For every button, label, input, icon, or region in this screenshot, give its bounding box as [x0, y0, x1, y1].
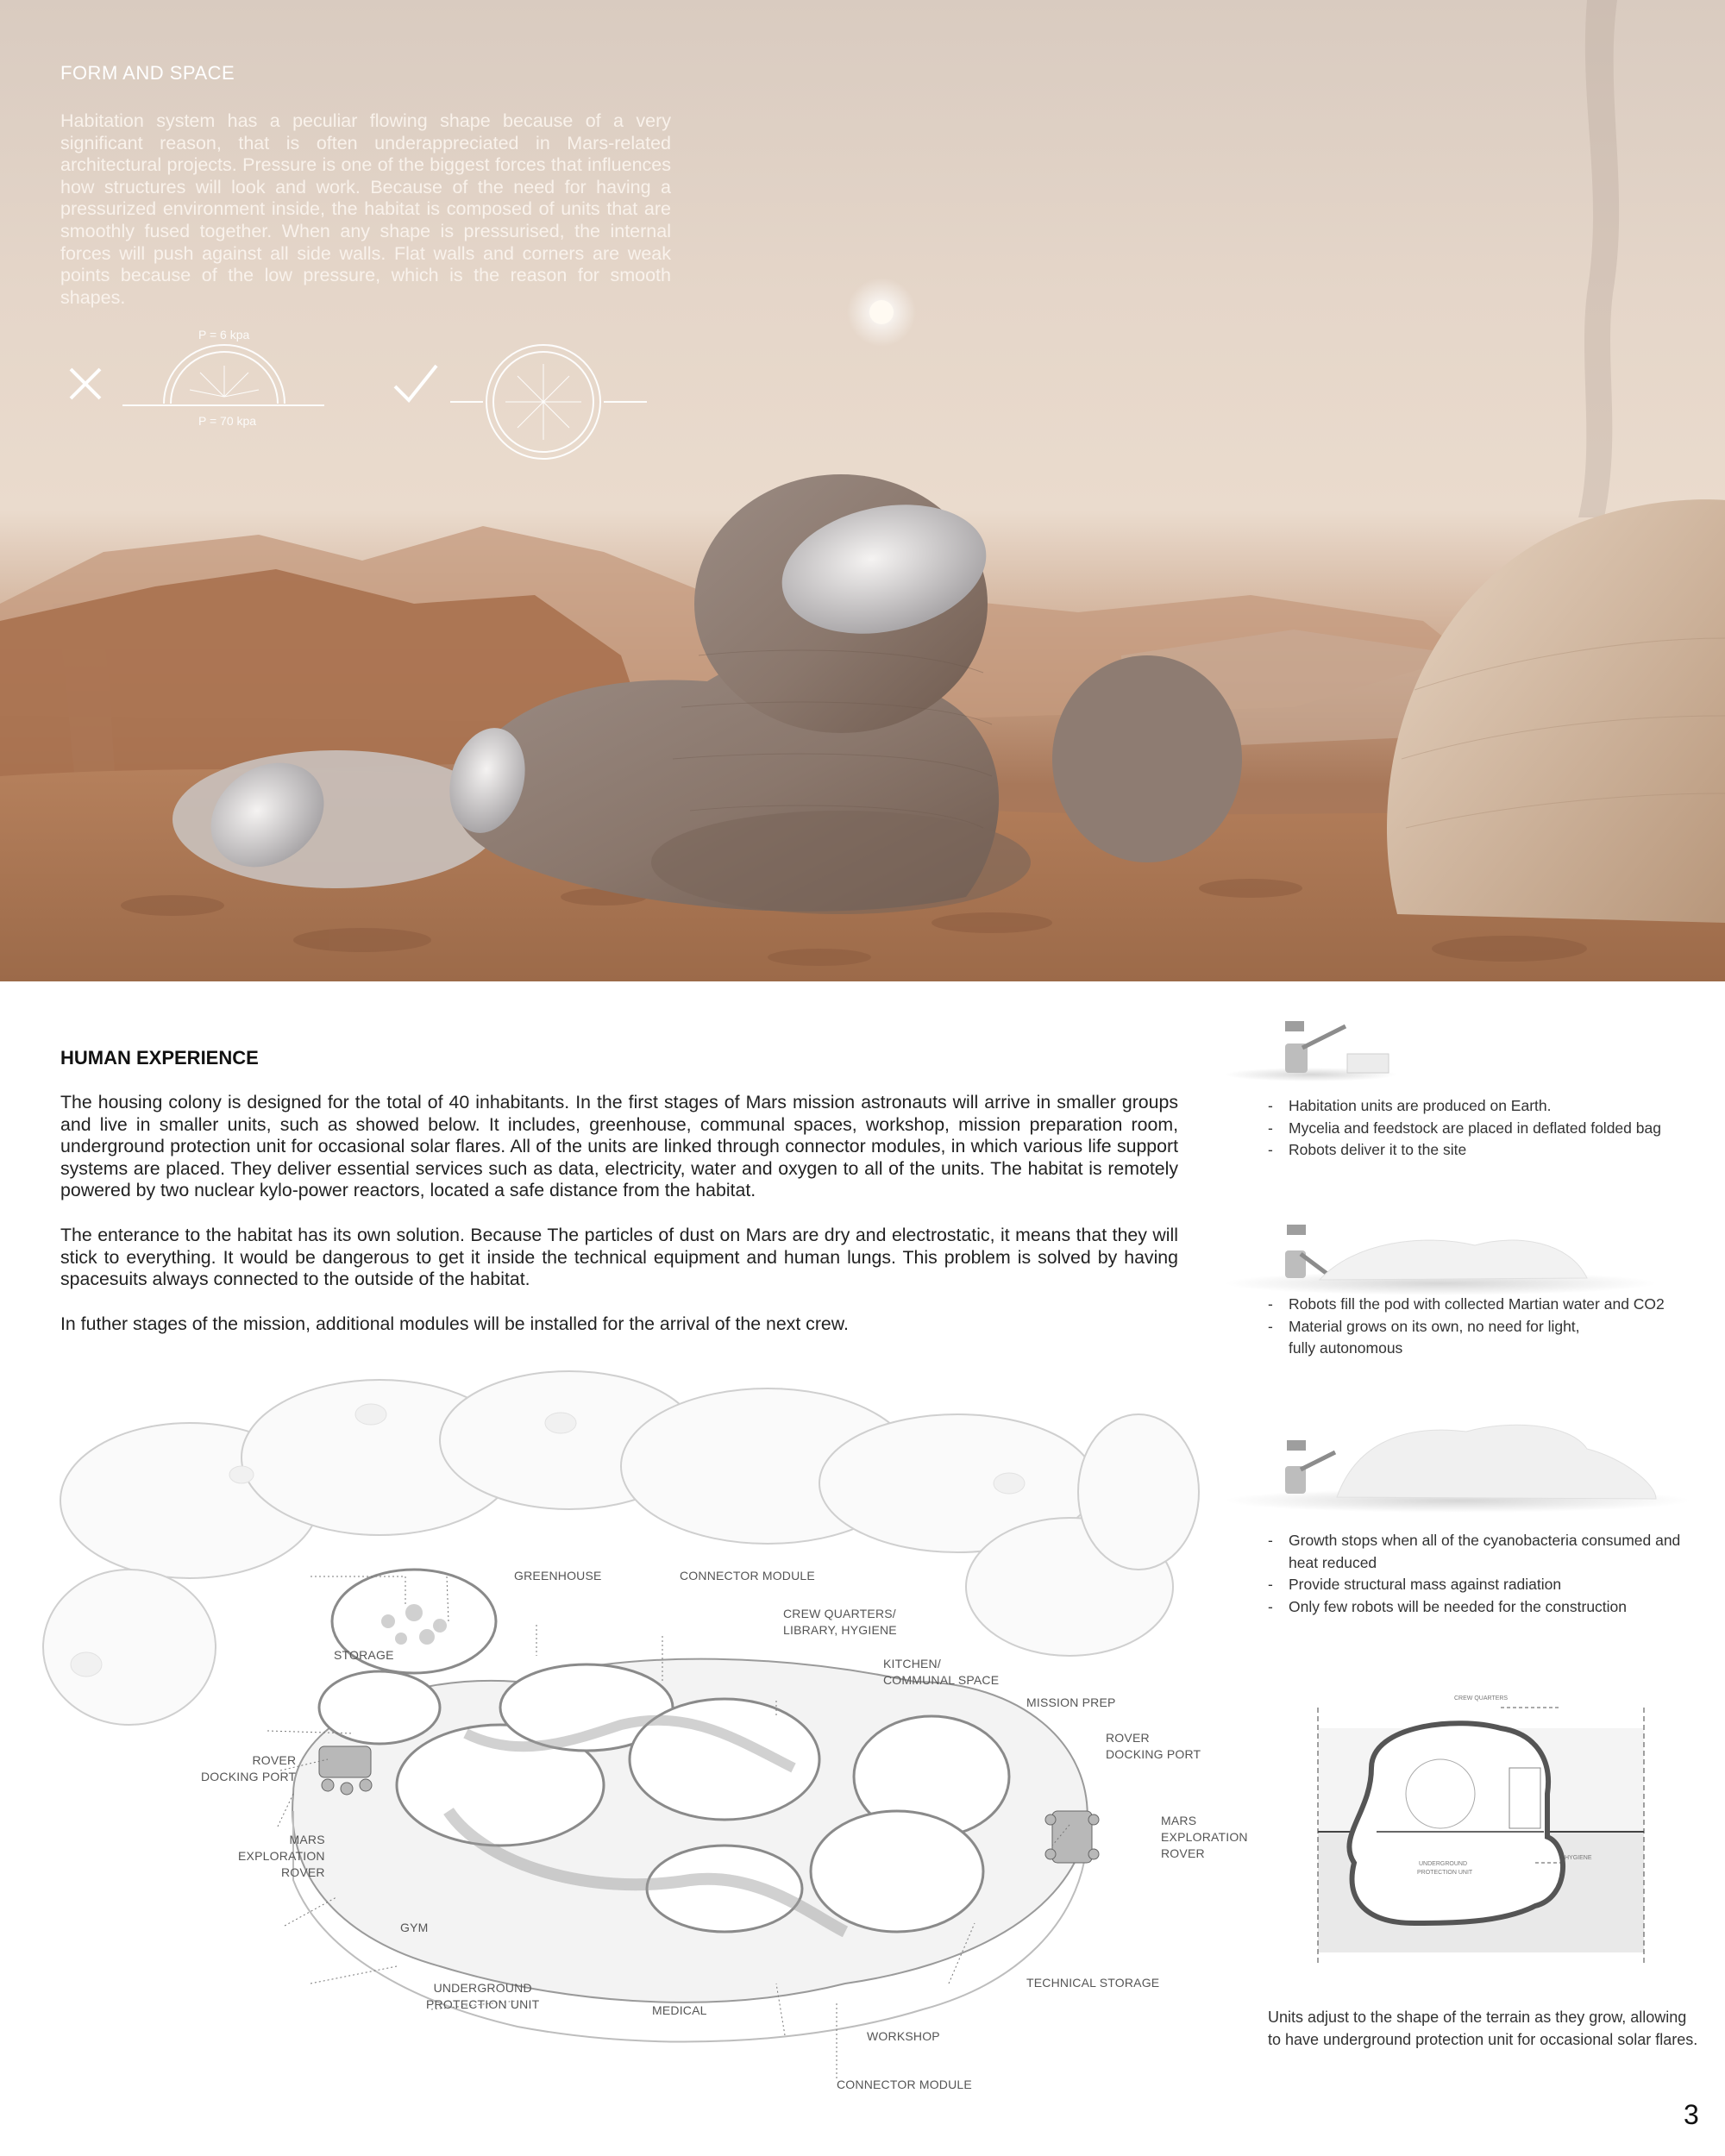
step-3-line: heat reduced — [1289, 1553, 1377, 1571]
right-rover — [1045, 1811, 1099, 1863]
label-kitchen — [883, 1656, 999, 1689]
terrain-section-diagram — [1318, 1708, 1644, 1966]
form-space-title: FORM AND SPACE — [60, 62, 235, 84]
pressure-inside-label: P = 70 kpa — [198, 414, 257, 428]
pressure-diagram — [52, 310, 742, 483]
label-mars-exploration-rover-left — [238, 1832, 325, 1881]
step-1-line: - Mycelia and feedstock are placed in deflated folded bag — [1268, 1118, 1661, 1140]
left-rover — [319, 1746, 372, 1795]
step-3-line: - Provide structural mass against radiation — [1268, 1574, 1680, 1596]
label-line: MARS — [1161, 1814, 1197, 1827]
label-line: UNDERGROUND — [433, 1981, 532, 1995]
step-3-line: - Only few robots will be needed for the construction — [1268, 1596, 1680, 1619]
label-line: DOCKING PORT — [1106, 1747, 1201, 1761]
label-line: EXPLORATION — [1161, 1830, 1248, 1844]
step-2-line: - Robots fill the pod with collected Martian water and CO2 — [1268, 1294, 1665, 1316]
check-icon — [395, 366, 436, 400]
cross-icon — [71, 369, 100, 398]
technical-storage-room — [811, 1811, 983, 1932]
step-3-notes — [1268, 1530, 1680, 1618]
habitat-isometric-plan — [34, 1363, 1259, 2122]
label-line: MARS — [289, 1833, 325, 1846]
label-mission-prep: MISSION PREP — [1026, 1695, 1116, 1709]
paragraph-3: In futher stages of the mission, additional modules will be installed for the arrival of the next crew. — [60, 1313, 849, 1334]
label-medical: MEDICAL — [652, 2003, 707, 2017]
label-line: ROVER — [1161, 1846, 1205, 1860]
step-2-line: - Material grows on its own, no need for light, — [1268, 1316, 1665, 1338]
step-1-line: - Robots deliver it to the site — [1268, 1139, 1661, 1162]
step-1-notes — [1268, 1095, 1661, 1162]
label-line: ROVER — [280, 1865, 325, 1879]
hero-render — [0, 0, 1725, 981]
step-2-line: fully autonomous — [1289, 1339, 1403, 1357]
section-label-crew-quarters: CREW QUARTERS — [1454, 1695, 1509, 1702]
paragraph-1: The housing colony is designed for the total of 40 inhabitants. In the first stages of Mars mission astronauts will arrive in smaller groups and live in smaller units, such as showed below. It includes, greenhouse, communal spaces, workshop, mission preparation room, underground protection unit for occasional solar flares. All of the units are linked through connector modules, in which various life support systems are placed. They deliver essential services such as data, electricity, water and oxygen to all of the units. The habitat is remotely powered by two nuclear kylo-power reactors, located a safe distance from the habitat. — [60, 1092, 1178, 1201]
label-line: PROTECTION UNIT — [426, 1997, 540, 2011]
section-label-protection-unit: PROTECTION UNIT — [1417, 1870, 1473, 1876]
human-experience-title: HUMAN EXPERIENCE — [60, 1047, 259, 1069]
label-line: ROVER — [252, 1753, 297, 1767]
label-gym: GYM — [400, 1921, 429, 1934]
step-3-illustration — [1225, 1425, 1690, 1513]
section-label-hygiene: HYGIENE — [1565, 1855, 1592, 1861]
step-1-illustration — [1225, 1021, 1397, 1081]
full-sphere-shape — [450, 345, 647, 459]
label-connector-module-bottom: CONNECTOR MODULE — [837, 2078, 972, 2091]
page-number: 3 — [1684, 2099, 1699, 2130]
label-line: ROVER — [1106, 1731, 1150, 1745]
label-rover-docking-port-left — [201, 1752, 296, 1785]
label-underground-protection-unit — [426, 1980, 539, 2013]
paragraph-2: The enterance to the habitat has its own solution. Because The particles of dust on Mars are dry and electrostatic, it means that they will stick to everything. It would be dangerous to get it inside the technical equipment and human lungs. This problem is solved by having spacesuits always connected to the outside of the habitat. — [60, 1224, 1178, 1290]
half-dome-shape — [122, 345, 324, 405]
label-line: KITCHEN/ — [883, 1657, 941, 1670]
label-storage: STORAGE — [334, 1648, 394, 1662]
label-workshop: WORKSHOP — [867, 2029, 940, 2043]
step-1-line: - Habitation units are produced on Earth. — [1268, 1095, 1661, 1118]
label-rover-docking-port-right — [1106, 1730, 1201, 1763]
label-mars-exploration-rover-right — [1161, 1813, 1248, 1862]
human-experience-body — [60, 1092, 1178, 1357]
form-space-body: Habitation system has a peculiar flowing shape because of a very significant reason, that is often underappreciated in Mars-related architectural projects. Pressure is one of the biggest forces that influences how structures will look and work. Because of the need for having a pressurized environment inside, the habitat is composed of units that are smoothly fused together. When any shape is pressurised, the internal forces will push against all side walls. Flat walls and corners are weak points because of the low pressure, which is the reason for smooth shapes. — [60, 110, 671, 308]
label-line: EXPLORATION — [238, 1849, 325, 1863]
label-connector-module-top: CONNECTOR MODULE — [680, 1569, 815, 1583]
label-crew-quarters — [783, 1606, 897, 1639]
terrain-caption: Units adjust to the shape of the terrain as they grow, allowing to have underground protection unit for occasional solar flares. — [1268, 2009, 1698, 2048]
label-line: COMMUNAL SPACE — [883, 1673, 1000, 1687]
step-3-line: - Growth stops when all of the cyanobacteria consumed and — [1268, 1530, 1680, 1552]
section-label-underground: UNDERGROUND — [1419, 1861, 1467, 1867]
step-2-illustration — [1225, 1225, 1656, 1295]
label-line: CREW QUARTERS/ — [783, 1607, 896, 1620]
label-technical-storage: TECHNICAL STORAGE — [1026, 1976, 1160, 1990]
pressure-outside-label: P = 6 kpa — [198, 328, 250, 342]
label-line: LIBRARY, HYGIENE — [783, 1623, 897, 1637]
label-greenhouse: GREENHOUSE — [514, 1569, 602, 1583]
step-2-notes — [1268, 1294, 1665, 1360]
label-line: DOCKING PORT — [201, 1770, 297, 1783]
